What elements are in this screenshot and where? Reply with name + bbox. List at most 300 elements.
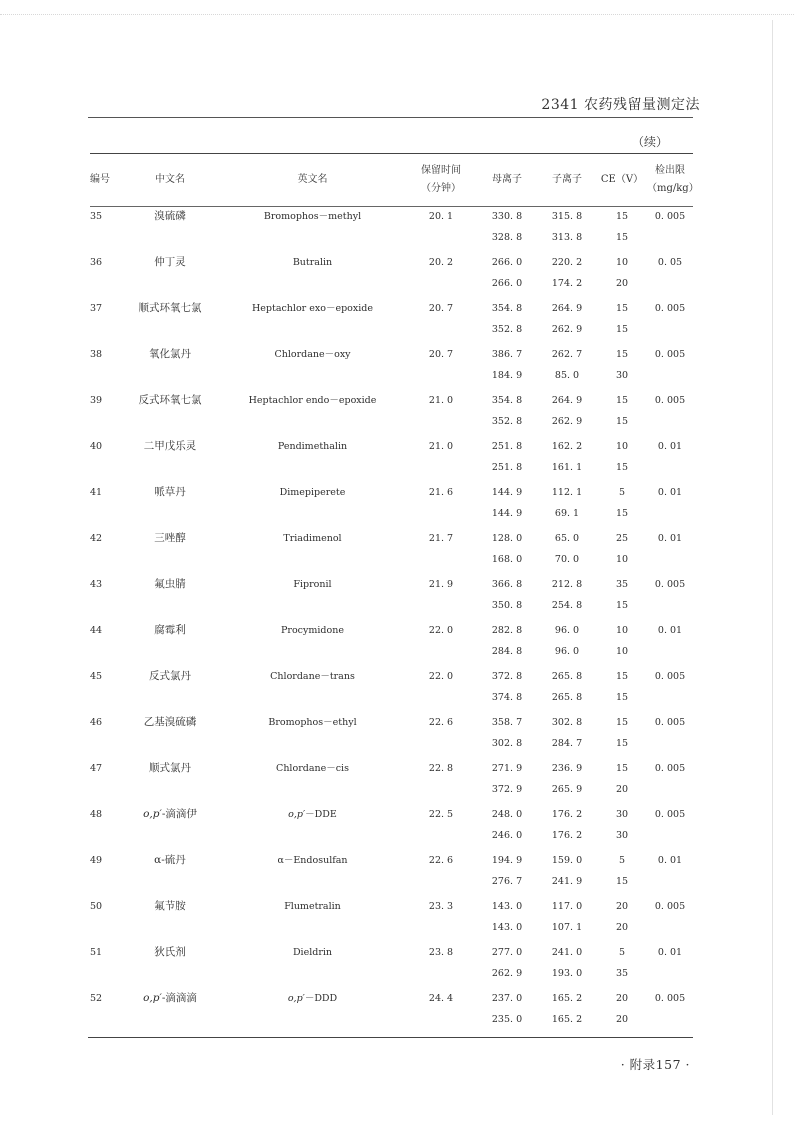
parent-ion: 144. 9	[491, 508, 523, 519]
collision-energy: 15	[615, 738, 629, 749]
collision-energy: 15	[615, 671, 629, 682]
retention-time: 22. 6	[428, 717, 454, 728]
collision-energy: 15	[615, 462, 629, 473]
compound-cn-name: 仲丁灵	[154, 256, 186, 268]
empty-cell	[220, 779, 405, 800]
compound-cn-name: 氟节胺	[154, 900, 186, 912]
empty-cell	[405, 1009, 477, 1030]
detection-limit: 0. 005	[654, 303, 686, 314]
compound-no: 50	[90, 901, 103, 912]
collision-energy: 5	[618, 487, 626, 498]
daughter-ion: 96. 0	[554, 646, 580, 657]
daughter-ion: 264. 9	[551, 395, 583, 406]
collision-energy: 5	[618, 855, 626, 866]
empty-cell	[90, 503, 120, 524]
collision-energy: 10	[615, 441, 629, 452]
table-row	[90, 482, 693, 503]
collision-energy: 20	[615, 278, 629, 289]
compound-no: 40	[90, 441, 103, 452]
col-header-no: 编号	[90, 174, 110, 185]
empty-cell	[120, 641, 220, 662]
detection-limit: 0. 005	[654, 717, 686, 728]
compound-en-name: Chlordane－oxy	[274, 349, 351, 360]
parent-ion: 266. 0	[491, 278, 523, 289]
table-row-secondary	[90, 227, 693, 248]
compound-no: 36	[90, 257, 103, 268]
compound-en-name: Dieldrin	[292, 947, 333, 958]
detection-limit: 0. 01	[657, 625, 683, 636]
daughter-ion: 174. 2	[551, 278, 583, 289]
empty-cell	[220, 595, 405, 616]
empty-cell	[405, 411, 477, 432]
parent-ion: 372. 9	[491, 784, 523, 795]
col-header-rt	[405, 154, 477, 206]
compound-no: 35	[90, 211, 103, 222]
detection-limit: 0. 01	[657, 855, 683, 866]
compound-no: 48	[90, 809, 103, 820]
detection-limit: 0. 005	[654, 993, 686, 1004]
daughter-ion: 212. 8	[551, 579, 583, 590]
daughter-ion: 176. 2	[551, 809, 583, 820]
empty-cell	[220, 871, 405, 892]
parent-ion: 143. 0	[491, 922, 523, 933]
empty-cell	[647, 319, 693, 340]
table-row	[90, 850, 693, 871]
empty-cell	[647, 871, 693, 892]
collision-energy: 20	[615, 901, 629, 912]
table-row-secondary	[90, 963, 693, 984]
collision-energy: 15	[615, 692, 629, 703]
empty-cell	[405, 595, 477, 616]
compound-no: 41	[90, 487, 103, 498]
empty-cell	[120, 1009, 220, 1030]
daughter-ion: 254. 8	[551, 600, 583, 611]
table-row-secondary	[90, 595, 693, 616]
compound-cn-name: 乙基溴硫磷	[143, 716, 197, 728]
daughter-ion: 117. 0	[551, 901, 583, 912]
empty-cell	[220, 273, 405, 294]
empty-cell	[647, 779, 693, 800]
empty-cell	[647, 733, 693, 754]
compound-no: 38	[90, 349, 103, 360]
compound-cn-name: 三唑醇	[154, 532, 186, 544]
empty-cell	[647, 595, 693, 616]
empty-cell	[90, 733, 120, 754]
table-row	[90, 574, 693, 595]
empty-cell	[120, 825, 220, 846]
daughter-ion: 262. 9	[551, 324, 583, 335]
collision-energy: 30	[615, 370, 629, 381]
daughter-ion: 69. 1	[554, 508, 580, 519]
compound-no: 51	[90, 947, 103, 958]
detection-limit: 0. 005	[654, 763, 686, 774]
compound-en-name: Pendimethalin	[277, 441, 348, 452]
detection-limit: 0. 05	[657, 257, 683, 268]
parent-ion: 248. 0	[491, 809, 523, 820]
compound-no: 52	[90, 993, 103, 1004]
compound-en-name: Dimepiperete	[279, 487, 346, 498]
parent-ion: 372. 8	[491, 671, 523, 682]
parent-ion: 168. 0	[491, 554, 523, 565]
table-row	[90, 206, 693, 227]
compound-en-name: Heptachlor exo－epoxide	[252, 303, 373, 314]
parent-ion: 352. 8	[491, 416, 523, 427]
empty-cell	[405, 825, 477, 846]
retention-time: 21. 0	[428, 395, 454, 406]
parent-ion: 328. 8	[491, 232, 523, 243]
compound-no: 44	[90, 625, 103, 636]
table-body	[90, 206, 693, 1030]
collision-energy: 30	[615, 830, 629, 841]
table-row	[90, 896, 693, 917]
daughter-ion: 165. 2	[551, 993, 583, 1004]
retention-time: 21. 9	[428, 579, 454, 590]
collision-energy: 10	[615, 625, 629, 636]
collision-energy: 15	[615, 324, 629, 335]
empty-cell	[220, 457, 405, 478]
daughter-ion: 165. 2	[551, 1014, 583, 1025]
compound-en-name: Triadimenol	[283, 533, 342, 544]
compound-cn-name: 反式环氧七氯	[138, 394, 202, 406]
detection-limit: 0. 01	[657, 441, 683, 452]
parent-ion: 284. 8	[491, 646, 523, 657]
compound-no: 37	[90, 303, 103, 314]
table-row-secondary	[90, 1009, 693, 1030]
empty-cell	[405, 641, 477, 662]
table-row-secondary	[90, 917, 693, 938]
table-row	[90, 390, 693, 411]
table-row	[90, 252, 693, 273]
table-row	[90, 758, 693, 779]
parent-ion: 266. 0	[491, 257, 523, 268]
parent-ion: 262. 9	[491, 968, 523, 979]
parent-ion: 282. 8	[491, 625, 523, 636]
compound-cn-name: 氟虫腈	[154, 578, 186, 590]
table-row-secondary	[90, 687, 693, 708]
empty-cell	[647, 641, 693, 662]
retention-time: 22. 0	[428, 625, 454, 636]
table-row-secondary	[90, 273, 693, 294]
empty-cell	[405, 319, 477, 340]
retention-time: 22. 6	[428, 855, 454, 866]
daughter-ion: 315. 8	[551, 211, 583, 222]
compound-cn-name: o,p′-滴滴滴	[143, 992, 197, 1004]
parent-ion: 246. 0	[491, 830, 523, 841]
parent-ion: 277. 0	[491, 947, 523, 958]
daughter-ion: 220. 2	[551, 257, 583, 268]
table-row	[90, 804, 693, 825]
detection-limit: 0. 005	[654, 211, 686, 222]
col-header-en: 英文名	[297, 174, 328, 185]
detection-limit: 0. 005	[654, 671, 686, 682]
daughter-ion: 96. 0	[554, 625, 580, 636]
empty-cell	[120, 963, 220, 984]
compound-cn-name: o,p′-滴滴伊	[143, 808, 197, 820]
collision-energy: 35	[615, 579, 629, 590]
collision-energy: 5	[618, 947, 626, 958]
empty-cell	[220, 1009, 405, 1030]
parent-ion: 271. 9	[491, 763, 523, 774]
col-header-cn: 中文名	[155, 174, 185, 185]
empty-cell	[405, 733, 477, 754]
empty-cell	[405, 227, 477, 248]
empty-cell	[90, 825, 120, 846]
empty-cell	[647, 687, 693, 708]
parent-ion: 330. 8	[491, 211, 523, 222]
collision-energy: 10	[615, 257, 629, 268]
empty-cell	[120, 779, 220, 800]
table-row-secondary	[90, 503, 693, 524]
detection-limit: 0. 005	[654, 809, 686, 820]
page-top-edge	[0, 14, 794, 15]
table-row	[90, 988, 693, 1009]
parent-ion: 374. 8	[491, 692, 523, 703]
empty-cell	[405, 503, 477, 524]
table-row	[90, 436, 693, 457]
compound-en-name: Flumetralin	[284, 901, 341, 912]
col-header-lod-line2: （mg/kg）	[647, 183, 699, 194]
col-header-lod	[647, 154, 699, 206]
empty-cell	[647, 503, 693, 524]
empty-cell	[647, 917, 693, 938]
compound-en-name: Heptachlor endo－epoxide	[248, 395, 377, 406]
empty-cell	[120, 687, 220, 708]
empty-cell	[90, 1009, 120, 1030]
empty-cell	[120, 273, 220, 294]
empty-cell	[120, 365, 220, 386]
daughter-ion: 85. 0	[554, 370, 580, 381]
empty-cell	[405, 273, 477, 294]
table-row	[90, 942, 693, 963]
empty-cell	[220, 963, 405, 984]
empty-cell	[120, 227, 220, 248]
empty-cell	[90, 641, 120, 662]
daughter-ion: 161. 1	[551, 462, 583, 473]
detection-limit: 0. 01	[657, 487, 683, 498]
daughter-ion: 70. 0	[554, 554, 580, 565]
compound-en-name: o,p′－DDE	[288, 809, 337, 820]
table-row-secondary	[90, 871, 693, 892]
retention-time: 22. 0	[428, 671, 454, 682]
empty-cell	[220, 917, 405, 938]
collision-energy: 20	[615, 922, 629, 933]
empty-cell	[405, 963, 477, 984]
table-row-secondary	[90, 779, 693, 800]
empty-cell	[90, 365, 120, 386]
empty-cell	[120, 549, 220, 570]
collision-energy: 20	[615, 1014, 629, 1025]
table-row	[90, 344, 693, 365]
compound-en-name: Bromophos－methyl	[263, 211, 362, 222]
compound-cn-name: 氧化氯丹	[149, 348, 191, 360]
table-row	[90, 712, 693, 733]
collision-energy: 30	[615, 809, 629, 820]
compound-cn-name: 顺式环氧七氯	[138, 302, 202, 314]
compound-no: 45	[90, 671, 103, 682]
col-header-parent: 母离子	[492, 174, 522, 185]
compound-en-name: Fipronil	[293, 579, 332, 590]
retention-time: 22. 8	[428, 763, 454, 774]
retention-time: 23. 3	[428, 901, 454, 912]
collision-energy: 15	[615, 717, 629, 728]
parent-ion: 184. 9	[491, 370, 523, 381]
empty-cell	[220, 365, 405, 386]
collision-energy: 15	[615, 349, 629, 360]
table-row-secondary	[90, 825, 693, 846]
retention-time: 20. 7	[428, 349, 454, 360]
table-row	[90, 620, 693, 641]
compound-no: 43	[90, 579, 103, 590]
collision-energy: 20	[615, 993, 629, 1004]
empty-cell	[120, 319, 220, 340]
table-row-secondary	[90, 457, 693, 478]
collision-energy: 15	[615, 416, 629, 427]
compound-en-name: α－Endosulfan	[277, 855, 348, 866]
daughter-ion: 241. 0	[551, 947, 583, 958]
parent-ion: 237. 0	[491, 993, 523, 1004]
parent-ion: 276. 7	[491, 876, 523, 887]
empty-cell	[90, 963, 120, 984]
collision-energy: 25	[615, 533, 629, 544]
empty-cell	[90, 595, 120, 616]
empty-cell	[90, 411, 120, 432]
daughter-ion: 112. 1	[551, 487, 583, 498]
compound-cn-name: 溴硫磷	[154, 210, 186, 222]
table-row-secondary	[90, 411, 693, 432]
compound-no: 49	[90, 855, 103, 866]
empty-cell	[120, 457, 220, 478]
table-header	[90, 154, 699, 206]
running-head: 2341 农药残留量测定法	[541, 97, 700, 113]
empty-cell	[220, 227, 405, 248]
parent-ion: 354. 8	[491, 395, 523, 406]
parent-ion: 350. 8	[491, 600, 523, 611]
daughter-ion: 65. 0	[554, 533, 580, 544]
daughter-ion: 313. 8	[551, 232, 583, 243]
retention-time: 21. 6	[428, 487, 454, 498]
table-row	[90, 666, 693, 687]
empty-cell	[90, 917, 120, 938]
daughter-ion: 264. 9	[551, 303, 583, 314]
parent-ion: 354. 8	[491, 303, 523, 314]
table-row-secondary	[90, 319, 693, 340]
daughter-ion: 265. 9	[551, 784, 583, 795]
empty-cell	[405, 457, 477, 478]
empty-cell	[120, 871, 220, 892]
compound-no: 47	[90, 763, 103, 774]
empty-cell	[220, 641, 405, 662]
compound-en-name: Chlordane－cis	[276, 763, 349, 774]
daughter-ion: 107. 1	[551, 922, 583, 933]
daughter-ion: 176. 2	[551, 830, 583, 841]
col-header-daughter: 子离子	[552, 174, 582, 185]
daughter-ion: 236. 9	[551, 763, 583, 774]
empty-cell	[120, 503, 220, 524]
empty-cell	[647, 825, 693, 846]
compound-en-name: Procymidone	[281, 625, 344, 636]
empty-cell	[647, 365, 693, 386]
empty-cell	[120, 733, 220, 754]
daughter-ion: 262. 9	[551, 416, 583, 427]
collision-energy: 15	[615, 876, 629, 887]
daughter-ion: 193. 0	[551, 968, 583, 979]
empty-cell	[405, 917, 477, 938]
compound-cn-name: 顺式氯丹	[149, 762, 191, 774]
retention-time: 20. 1	[428, 211, 454, 222]
retention-time: 20. 7	[428, 303, 454, 314]
retention-time: 20. 2	[428, 257, 454, 268]
empty-cell	[405, 365, 477, 386]
daughter-ion: 241. 9	[551, 876, 583, 887]
daughter-ion: 265. 8	[551, 692, 583, 703]
empty-cell	[405, 871, 477, 892]
empty-cell	[220, 687, 405, 708]
parent-ion: 352. 8	[491, 324, 523, 335]
empty-cell	[220, 319, 405, 340]
empty-cell	[405, 779, 477, 800]
retention-time: 21. 7	[428, 533, 454, 544]
daughter-ion: 302. 8	[551, 717, 583, 728]
retention-time: 21. 0	[428, 441, 454, 452]
collision-energy: 15	[615, 600, 629, 611]
empty-cell	[647, 1009, 693, 1030]
empty-cell	[90, 227, 120, 248]
parent-ion: 251. 8	[491, 441, 523, 452]
compound-cn-name: 二甲戊乐灵	[143, 440, 197, 452]
detection-limit: 0. 005	[654, 579, 686, 590]
empty-cell	[90, 457, 120, 478]
parent-ion: 251. 8	[491, 462, 523, 473]
empty-cell	[90, 687, 120, 708]
compound-cn-name: 反式氯丹	[149, 670, 191, 682]
parent-ion: 144. 9	[491, 487, 523, 498]
collision-energy: 15	[615, 232, 629, 243]
collision-energy: 15	[615, 763, 629, 774]
daughter-ion: 265. 8	[551, 671, 583, 682]
compound-en-name: Chlordane－trans	[270, 671, 355, 682]
empty-cell	[647, 273, 693, 294]
empty-cell	[220, 411, 405, 432]
empty-cell	[90, 319, 120, 340]
daughter-ion: 284. 7	[551, 738, 583, 749]
compound-cn-name: α-硫丹	[154, 854, 186, 866]
empty-cell	[220, 733, 405, 754]
parent-ion: 302. 8	[491, 738, 523, 749]
col-header-lod-line1: 检出限	[655, 165, 685, 176]
empty-cell	[647, 963, 693, 984]
compound-en-name: Butralin	[292, 257, 333, 268]
retention-time: 22. 5	[428, 809, 454, 820]
compound-cn-name: 腐霉利	[154, 624, 186, 636]
collision-energy: 15	[615, 508, 629, 519]
detection-limit: 0. 01	[657, 533, 683, 544]
table-row-secondary	[90, 365, 693, 386]
collision-energy: 10	[615, 646, 629, 657]
compound-cn-name: 狄氏剂	[154, 946, 186, 958]
col-header-ce: CE（V）	[600, 174, 644, 185]
empty-cell	[405, 549, 477, 570]
parent-ion: 194. 9	[491, 855, 523, 866]
continued-label: （续）	[631, 135, 668, 149]
detection-limit: 0. 01	[657, 947, 683, 958]
collision-energy: 15	[615, 395, 629, 406]
header-rule	[88, 117, 693, 118]
parent-ion: 143. 0	[491, 901, 523, 912]
retention-time: 24. 4	[428, 993, 454, 1004]
empty-cell	[647, 411, 693, 432]
collision-energy: 15	[615, 211, 629, 222]
empty-cell	[90, 549, 120, 570]
